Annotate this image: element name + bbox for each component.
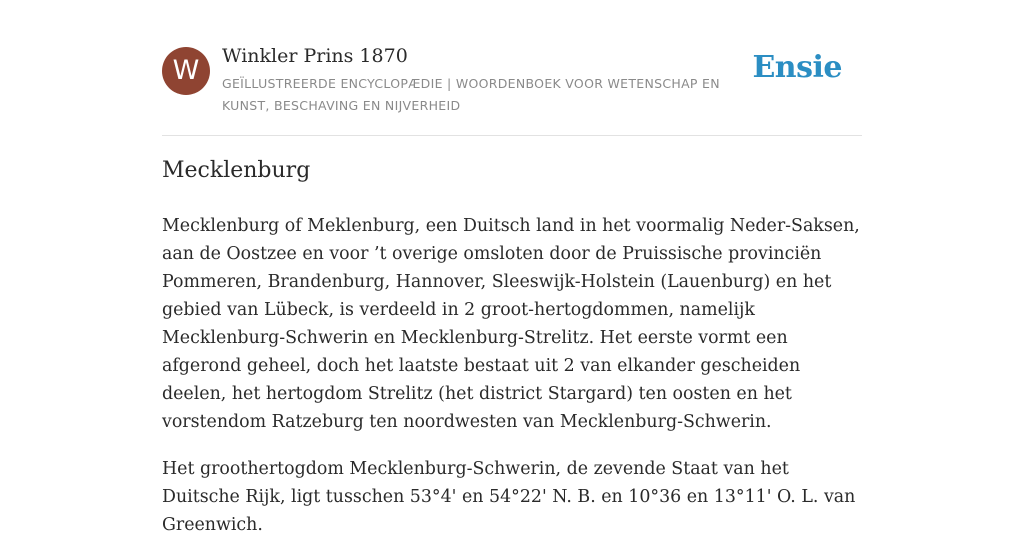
article-paragraph: Het groothertogdom Mecklenburg-Schwerin, de zevende Staat van het Duitsche Rijk, ligt tusschen 53°4' en 54°22' N. B. en 10°36 en 13°11' O. L. van Greenwich. <box>162 459 856 535</box>
article-body <box>162 212 867 558</box>
page-container <box>162 0 862 535</box>
source-avatar[interactable]: W <box>162 47 210 95</box>
ensie-logo[interactable]: Ensie <box>752 50 842 85</box>
source-header <box>162 0 862 136</box>
source-title[interactable]: Winkler Prins 1870 <box>222 45 408 67</box>
article-title: Mecklenburg <box>162 158 311 183</box>
article-paragraph: Mecklenburg of Meklenburg, een Duitsch land in het voormalig Neder-Saksen, aan de Oostzee en voor ’t overige omsloten door de Pruissische provinciën Pommeren, Brandenburg, Hannover, Sleeswijk-Holstein (Lauenburg) en het gebied van Lübeck, is verdeeld in 2 groot-hertogdommen, namelijk Mecklenburg-Schwerin en Mecklenburg-Strelitz. Het eerste vormt een afgerond geheel, doch het laatste bestaat uit 2 van elkander gescheiden deelen, het hertogdom Strelitz (het district Stargard) ten oosten en het vorstendom Ratzeburg ten noordwesten van Mecklenburg-Schwerin. <box>162 216 860 432</box>
source-subtitle: GEÏLLUSTREERDE ENCYCLOPÆDIE | WOORDENBOEK VOOR WETENSCHAP EN KUNST, BESCHAVING EN NIJVERHEID <box>222 76 720 113</box>
